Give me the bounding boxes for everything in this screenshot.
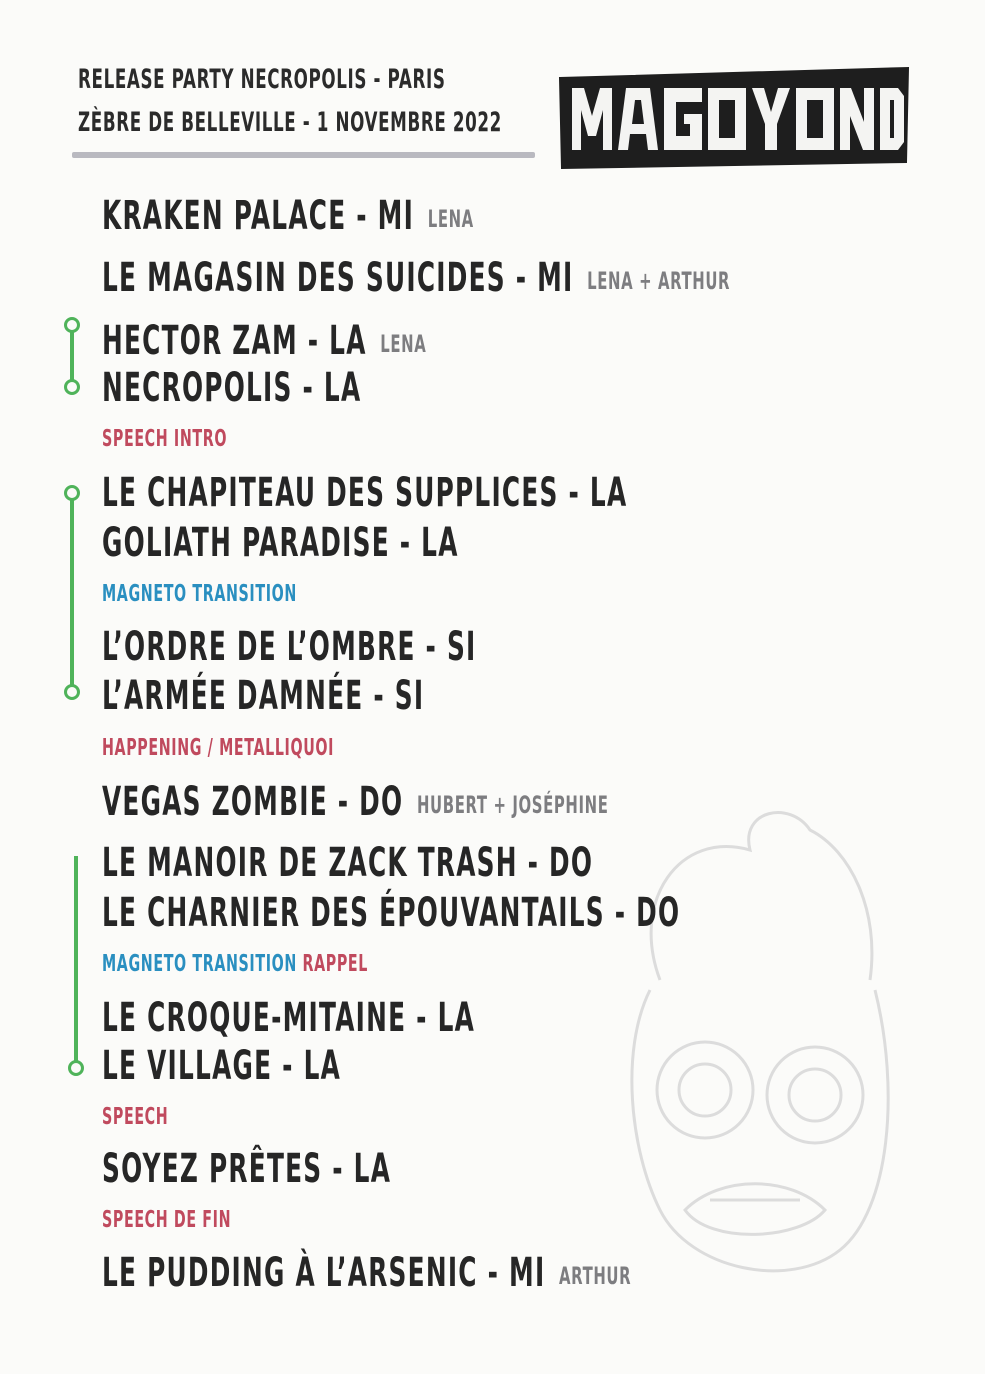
header-divider (72, 152, 535, 158)
list-item (102, 1043, 341, 1089)
list-item (102, 520, 459, 566)
list-item (102, 470, 627, 516)
song-title: LE VILLAGE - LA (102, 1043, 342, 1089)
list-item (102, 624, 477, 670)
song-title: SOYEZ PRÊTES - LA (102, 1146, 392, 1192)
song-title: LE CHAPITEAU DES SUPPLICES - LA (102, 470, 628, 516)
list-item (102, 1250, 631, 1296)
song-title: NECROPOLIS - LA (102, 365, 362, 411)
song-title: LE PUDDING À L’ARSENIC - MI (102, 1250, 546, 1296)
list-item (102, 840, 593, 886)
stage-note: SPEECH (102, 1104, 169, 1130)
song-title: GOLIATH PARADISE - LA (102, 520, 459, 566)
list-item (102, 890, 680, 936)
stage-note (102, 951, 368, 977)
song-title: LE CHARNIER DES ÉPOUVANTAILS - DO (102, 890, 681, 936)
song-title: LE MANOIR DE ZACK TRASH - DO (102, 840, 594, 886)
stage-note: MAGNETO TRANSITION (102, 581, 297, 607)
guest-names: LENA (380, 330, 427, 358)
list-item (102, 1146, 391, 1192)
list-item (102, 318, 426, 364)
encore-note: RAPPEL (302, 951, 368, 977)
transition-note: MAGNETO TRANSITION (102, 951, 297, 977)
list-item (102, 995, 475, 1041)
list-item (102, 255, 730, 301)
event-title: RELEASE PARTY NECROPOLIS - PARIS (78, 64, 446, 95)
song-title: L’ORDRE DE L’OMBRE - SI (102, 624, 477, 670)
list-item (102, 365, 361, 411)
band-logo (556, 66, 912, 170)
guest-names: LENA (427, 205, 474, 233)
stage-note: SPEECH DE FIN (102, 1207, 232, 1233)
list-item (102, 193, 474, 239)
song-title: LE MAGASIN DES SUICIDES - MI (102, 255, 574, 301)
song-title: L’ARMÉE DAMNÉE - SI (102, 673, 425, 719)
guest-names: HUBERT + JOSÉPHINE (416, 791, 609, 819)
guest-names: LENA + ARTHUR (587, 267, 731, 295)
list-item (102, 673, 424, 719)
stage-note: HAPPENING / METALLIQUOI (102, 735, 335, 761)
list-item (102, 779, 609, 825)
stage-note: SPEECH INTRO (102, 426, 228, 452)
song-title: VEGAS ZOMBIE - DO (102, 779, 404, 825)
song-title: KRAKEN PALACE - MI (102, 193, 415, 239)
guest-names: ARTHUR (559, 1262, 632, 1290)
song-title: HECTOR ZAM - LA (102, 318, 367, 364)
song-title: LE CROQUE-MITAINE - LA (102, 995, 476, 1041)
zombie-illustration (590, 790, 910, 1310)
event-venue-date: ZÈBRE DE BELLEVILLE - 1 NOVEMBRE 2022 (78, 107, 502, 138)
